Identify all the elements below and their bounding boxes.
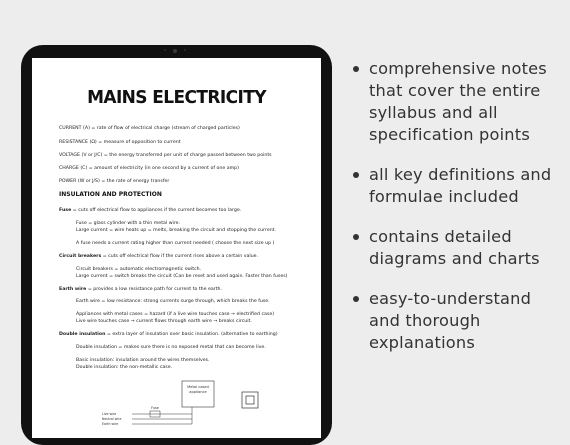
fuse-definition [59,208,241,214]
fuse-line: Large current = wire heats up = melts, breaking the circuit and stopping the current. [76,228,276,233]
circuit-diagram [92,378,312,438]
definition-current: CURRENT (A) = rate of flow of electrical charge (stream of charged particles) [59,126,240,131]
feature-list [350,58,565,372]
camera-icon [173,49,177,53]
definition-resistance: RESISTANCE (Ω) = measure of opposition to current [59,140,181,145]
tablet-screen [32,58,321,438]
definition-text: = cuts off electrical flow if the current rises above a certain value. [101,254,259,259]
definition-power: POWER (W or J/S) = the rate of energy transfer [59,179,170,184]
sensor-dot [184,49,186,51]
wire-label: Earth wire [102,422,119,426]
double-insulation-symbol-outer [242,392,258,408]
feature-item [350,226,565,270]
sensor-dot [164,49,166,51]
double-insulation-definition [59,332,278,338]
feature-item [350,288,565,354]
feature-text: all key definitions and formulae included [369,165,552,206]
earth-line: Live wire touches case → current flows through earth wire → breaks circuit. [76,319,252,324]
bullet-icon [353,172,359,178]
term: Circuit breakers [59,254,102,259]
fuse-line: A fuse needs a current rating higher than current needed ( choose the next size up ) [76,241,275,246]
breaker-definition [59,254,258,260]
definition-charge: CHARGE (C) = amount of electricity (in one second by a current of one amp) [59,166,239,171]
double-insulation-symbol-inner [246,396,254,404]
definition-text: = cuts off electrical flow to appliances if the current becomes too large. [71,208,242,213]
box-label: appliance [189,390,207,394]
box-label: Metal cased [187,385,209,389]
fuse-line: Fuse = glass cylinder with a thin metal wire. [76,221,181,226]
document-title: MAINS ELECTRICITY [87,87,266,109]
double-line: Basic insulation: insulation around the wires themselves. [76,358,210,363]
feature-text: contains detailed diagrams and charts [369,227,540,268]
feature-item [350,58,565,146]
section-heading: INSULATION AND PROTECTION [59,191,162,198]
breaker-line: Circuit breakers = automatic electromagnetic switch. [76,267,202,272]
term: Earth wire [59,287,87,292]
earth-line: Appliances with metal cases = hazard (if a live wire touches case → electrified case) [76,312,275,317]
term: Double insulation [59,332,106,337]
bullet-icon [353,66,359,72]
definition-text: = provides a low resistance path for current to the earth. [86,287,222,292]
wire-label: Live wire [102,412,117,416]
double-line: Double insulation = makes sure there is no exposed metal that can become live. [76,345,266,350]
feature-item [350,164,565,208]
bullet-icon [353,234,359,240]
definition-voltage: VOLTAGE (V or J/C) = the energy transferred per unit of charge passed between two points [59,153,272,158]
term: Fuse [59,208,72,213]
double-line: Double insulation: the non-metallic case. [76,365,173,370]
earth-definition [59,287,222,293]
definition-text: = extra layer of insulation over basic insulation. (alternative to earthing) [105,332,278,337]
wire-label: Neutral wire [102,417,122,421]
breaker-line: Large current = switch breaks the circuit (Can be reset and used again. Faster than fuses) [76,274,288,279]
fuse-label: Fuse [151,406,159,410]
earth-line: Earth wire = low resistance: strong currents surge through, which breaks the fuse. [76,299,270,304]
feature-text: easy-to-understand and thorough explanations [369,289,532,352]
feature-text: comprehensive notes that cover the entire syllabus and all specification points [369,59,547,144]
bullet-icon [353,296,359,302]
